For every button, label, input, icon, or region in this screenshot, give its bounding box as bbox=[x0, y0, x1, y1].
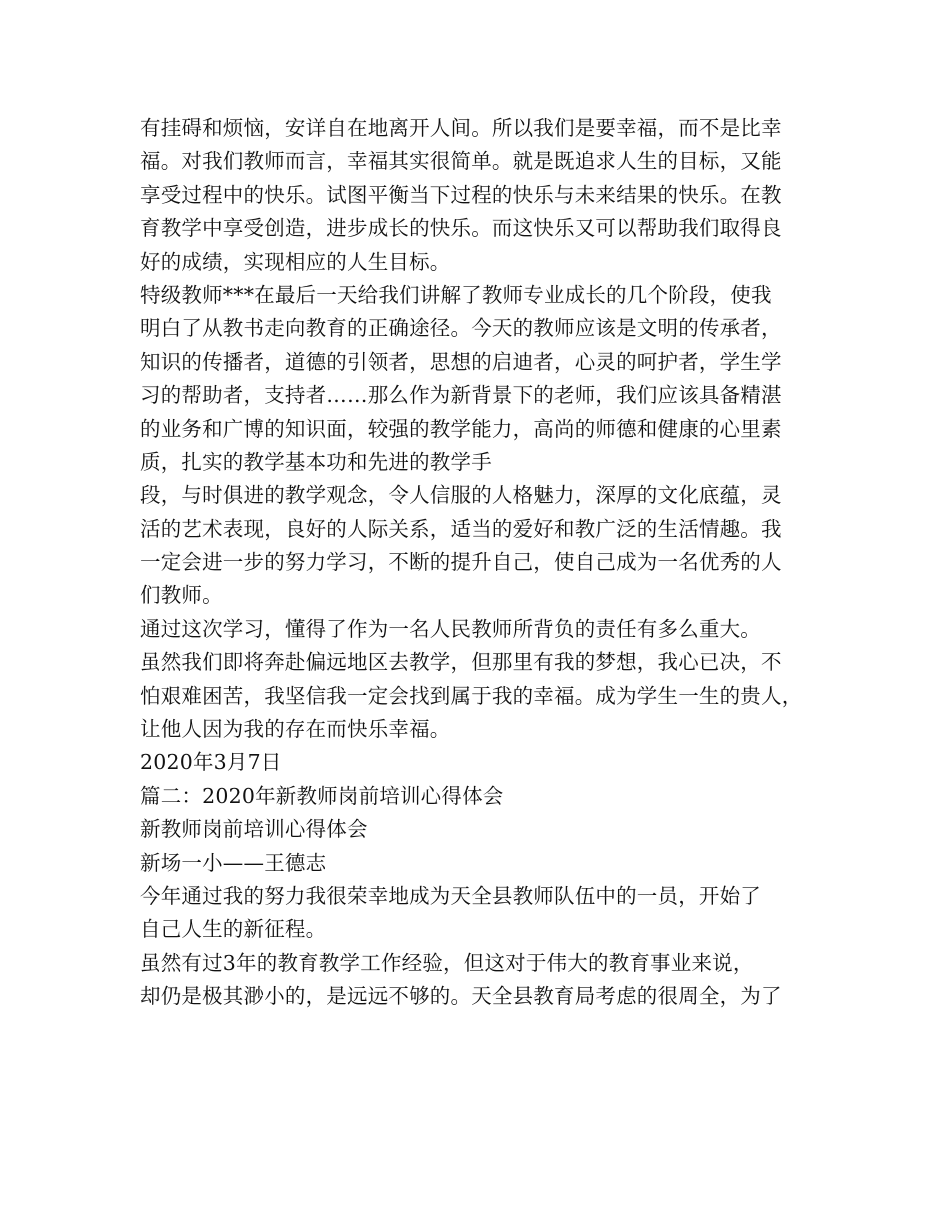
text-line: 今年通过我的努力我很荣幸地成为天全县教师队伍中的一员，开始了 bbox=[140, 883, 761, 908]
text-line: 质，扎实的教学基本功和先进的教学手 bbox=[140, 449, 492, 474]
text-line: 福。对我们教师而言，幸福其实很简单。就是既追求人生的目标，又能 bbox=[140, 149, 782, 174]
text-line: 们教师。 bbox=[140, 583, 223, 608]
text-line: 享受过程中的快乐。试图平衡当下过程的快乐与未来结果的快乐。在教 bbox=[140, 182, 782, 207]
text-line: 习的帮助者，支持者……那么作为新背景下的老师，我们应该具备精湛 bbox=[140, 383, 782, 408]
article-title: 新教师岗前培训心得体会 bbox=[140, 817, 368, 842]
text-line: 虽然有过3年的教育教学工作经验，但这对于伟大的教育事业来说， bbox=[140, 950, 754, 975]
text-line: 自己人生的新征程。 bbox=[140, 917, 327, 942]
author-line: 新场一小——王德志 bbox=[140, 850, 327, 875]
text-line: 有挂碍和烦恼，安详自在地离开人间。所以我们是要幸福，而不是比幸 bbox=[140, 116, 782, 140]
text-line: 的业务和广博的知识面，较强的教学能力，高尚的师德和健康的心里素 bbox=[140, 416, 782, 441]
date-line: 2020年3月7日 bbox=[140, 750, 282, 775]
text-line: 段，与时俱进的教学观念，令人信服的人格魅力，深厚的文化底蕴，灵 bbox=[140, 483, 782, 508]
text-line: 活的艺术表现，良好的人际关系，适当的爱好和教广泛的生活情趣。我 bbox=[140, 516, 782, 541]
text-line: 让他人因为我的存在而快乐幸福。 bbox=[140, 717, 451, 742]
section-heading: 篇二：2020年新教师岗前培训心得体会 bbox=[140, 783, 504, 808]
text-line: 特级教师***在最后一天给我们讲解了教师专业成长的几个阶段，使我 bbox=[140, 282, 772, 307]
text-line: 却仍是极其渺小的，是远远不够的。天全县教育局考虑的很周全，为了 bbox=[140, 984, 782, 1009]
text-line: 怕艰难困苦，我坚信我一定会找到属于我的幸福。成为学生一生的贵人， bbox=[140, 683, 803, 708]
text-line: 知识的传播者，道德的引领者，思想的启迪者，心灵的呵护者，学生学 bbox=[140, 349, 782, 374]
text-line: 通过这次学习，懂得了作为一名人民教师所背负的责任有多么重大。 bbox=[140, 616, 761, 641]
text-line: 虽然我们即将奔赴偏远地区去教学，但那里有我的梦想，我心已决，不 bbox=[140, 650, 782, 675]
text-line: 一定会进一步的努力学习，不断的提升自己，使自己成为一名优秀的人 bbox=[140, 550, 782, 575]
text-line: 育教学中享受创造，进步成长的快乐。而这快乐又可以帮助我们取得良 bbox=[140, 216, 782, 241]
text-line: 好的成绩，实现相应的人生目标。 bbox=[140, 249, 451, 274]
text-line: 明白了从教书走向教育的正确途径。今天的教师应该是文明的传承者， bbox=[140, 316, 782, 341]
document-body bbox=[140, 112, 820, 1014]
